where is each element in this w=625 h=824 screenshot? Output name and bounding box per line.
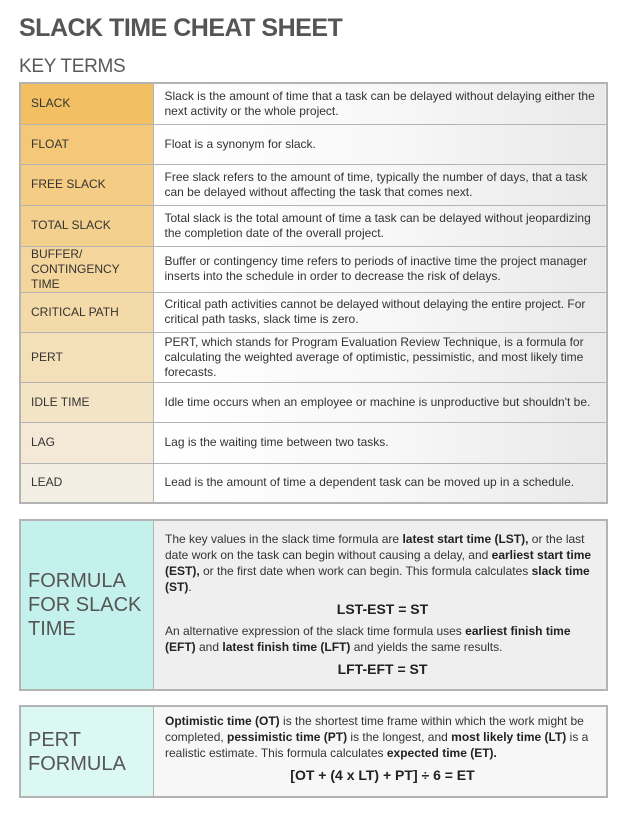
key-terms-table (19, 82, 608, 504)
text-run: . (188, 580, 192, 594)
term-name: PERT (20, 332, 153, 382)
term-definition: Buffer or contingency time refers to periods of inactive time the project manager inserts into the schedule in order to decrease the risk of delays. (153, 246, 607, 292)
term-definition: Free slack refers to the amount of time, typically the number of days, that a task can be delayed without affecting the task that comes next. (153, 164, 607, 205)
term-row (20, 83, 607, 124)
bold-term: earliest start time (EST), (165, 548, 592, 578)
bold-term: latest finish time (LFT) (222, 640, 351, 654)
term-definition: Critical path activities cannot be delayed without delaying the entire project. For critical path tasks, slack time is zero. (153, 292, 607, 332)
term-row (20, 463, 607, 503)
bold-term: Optimistic time (OT) (165, 714, 280, 728)
slack-formula-label: FORMULA FOR SLACK TIME (21, 521, 154, 689)
pert-formula-paragraph (165, 713, 600, 761)
pert-formula-label: PERT FORMULA (21, 707, 154, 796)
slack-formula-paragraph-1 (165, 531, 600, 595)
text-run: or the last date work on the task can begin without causing a delay, and (165, 532, 585, 562)
term-row (20, 422, 607, 463)
text-run: and (195, 640, 223, 654)
term-name: BUFFER/ CONTINGENCY TIME (20, 246, 153, 292)
term-name: SLACK (20, 83, 153, 124)
term-name: LEAD (20, 463, 153, 503)
text-run: and yields the same results. (350, 640, 503, 654)
pert-formula-equation: [OT + (4 x LT) + PT] ÷ 6 = ET (290, 767, 475, 783)
slack-formula-box (19, 519, 608, 691)
term-name: FLOAT (20, 124, 153, 164)
bold-term: latest start time (LST), (402, 532, 529, 546)
term-definition: Slack is the amount of time that a task can be delayed without delaying either the next activity or the whole project. (153, 83, 607, 124)
section-heading-key-terms: KEY TERMS (19, 56, 126, 77)
term-definition: Total slack is the total amount of time a task can be delayed without jeopardizing the completion date of the overall project. (153, 205, 607, 246)
slack-formula-paragraph-2 (165, 623, 600, 655)
term-row (20, 292, 607, 332)
pert-formula-content (154, 707, 606, 796)
term-name: FREE SLACK (20, 164, 153, 205)
term-name: LAG (20, 422, 153, 463)
bold-term: most likely time (LT) (451, 730, 567, 744)
term-definition: Idle time occurs when an employee or machine is unproductive but shouldn't be. (153, 382, 607, 422)
term-name: CRITICAL PATH (20, 292, 153, 332)
bold-term: pessimistic time (PT) (227, 730, 348, 744)
text-run: The key values in the slack time formula are (165, 532, 403, 546)
term-name: IDLE TIME (20, 382, 153, 422)
term-definition: PERT, which stands for Program Evaluation Review Technique, is a formula for calculating the weighted average of optimistic, pessimistic, and most likely time forecasts. (153, 332, 607, 382)
term-row (20, 382, 607, 422)
term-row (20, 205, 607, 246)
text-run: is a realistic estimate. This formula calculates (165, 730, 589, 760)
slack-formula-equation-1: LST-EST = ST (336, 601, 429, 617)
term-row (20, 332, 607, 382)
slack-formula-content (154, 521, 606, 689)
bold-term: slack time (ST) (165, 564, 590, 594)
term-definition: Lead is the amount of time a dependent task can be moved up in a schedule. (153, 463, 607, 503)
slack-formula-equation-2: LFT-EFT = ST (337, 661, 428, 677)
bold-term: expected time (ET). (386, 746, 497, 760)
text-run: or the first date when work can begin. This formula calculates (199, 564, 532, 578)
term-row (20, 246, 607, 292)
page-title: SLACK TIME CHEAT SHEET (19, 14, 343, 42)
text-run: is the shortest time frame within which the work might be completed, (165, 714, 584, 744)
pert-formula-box (19, 705, 608, 798)
term-row (20, 124, 607, 164)
term-definition: Lag is the waiting time between two tasks. (153, 422, 607, 463)
text-run: is the longest, and (347, 730, 452, 744)
term-definition: Float is a synonym for slack. (153, 124, 607, 164)
bold-term: earliest finish time (EFT) (165, 624, 571, 654)
term-row (20, 164, 607, 205)
text-run: An alternative expression of the slack time formula uses (165, 624, 466, 638)
term-name: TOTAL SLACK (20, 205, 153, 246)
